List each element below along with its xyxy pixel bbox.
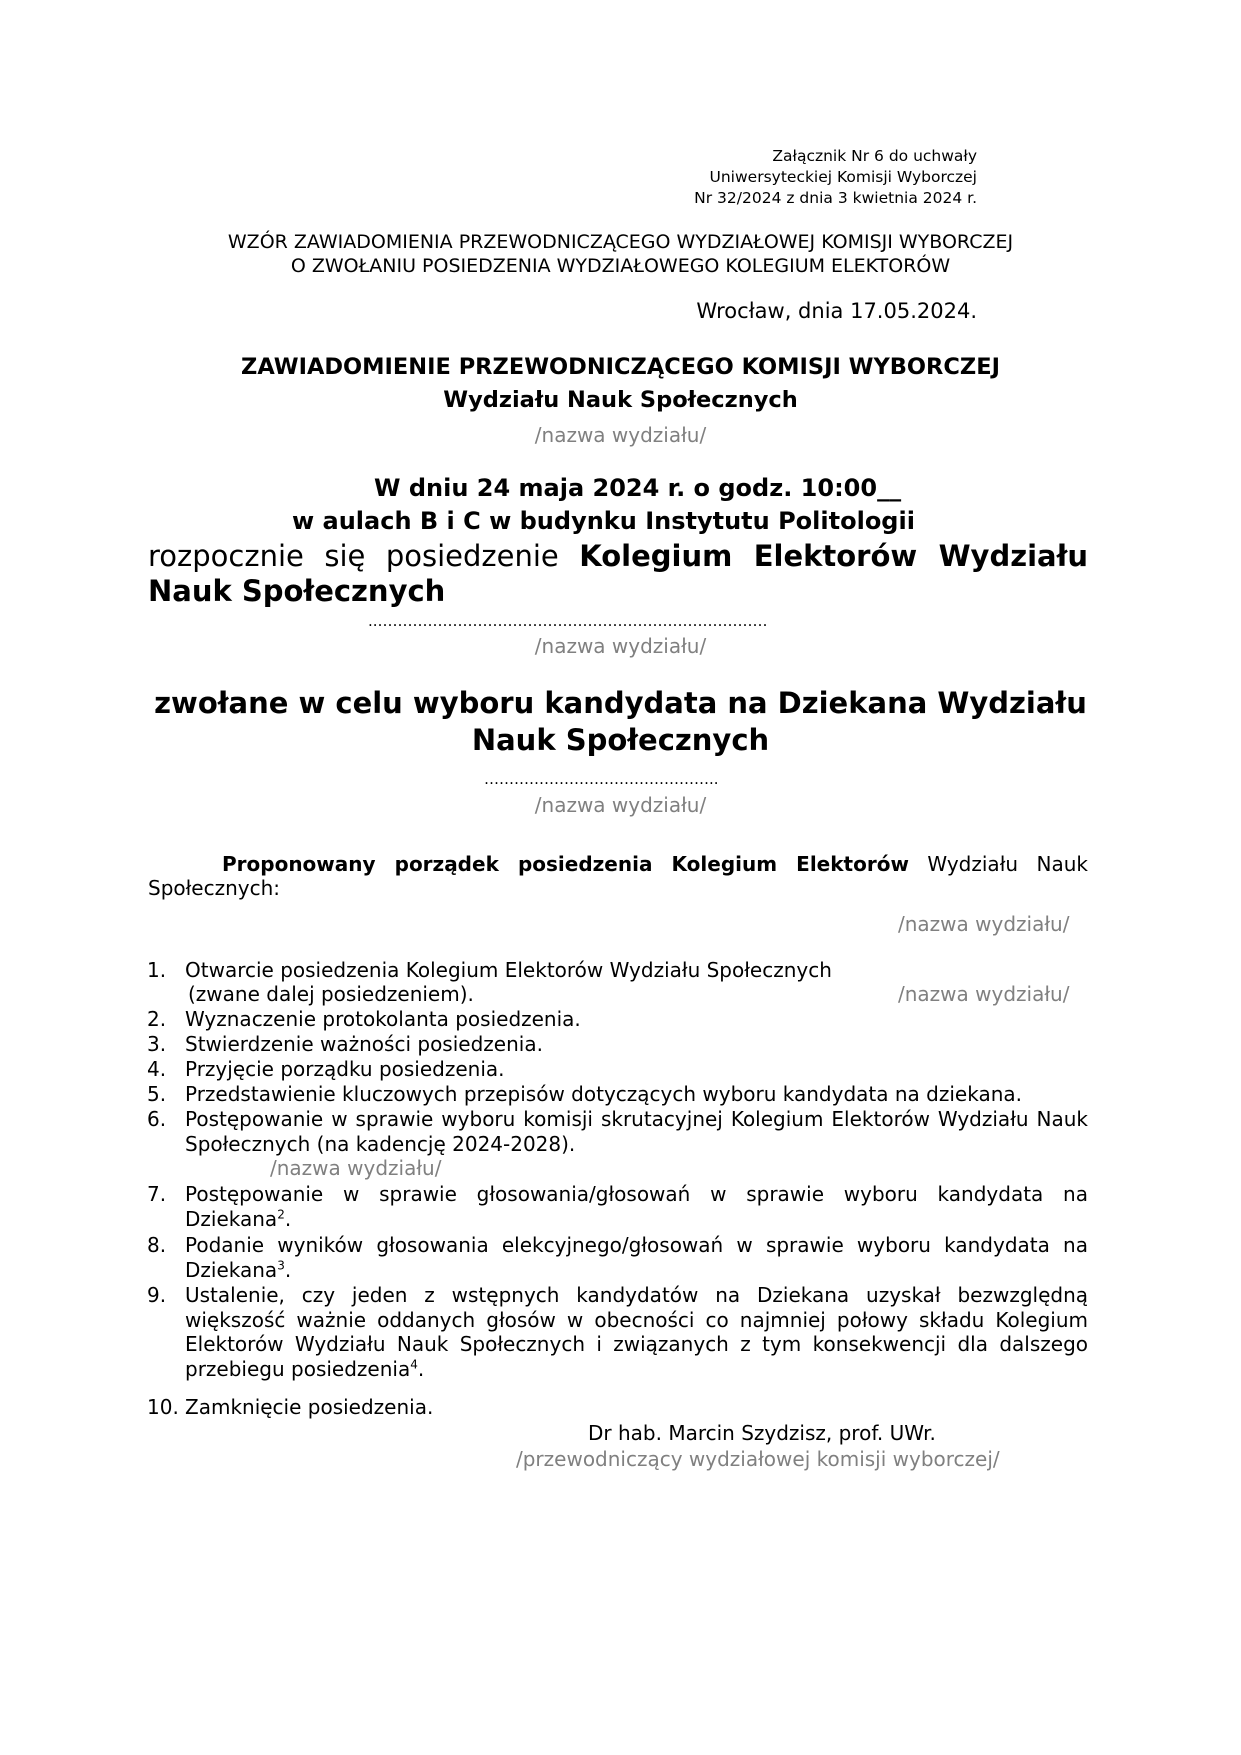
meeting-where: w aulach B i C w budynku Instytutu Politologii bbox=[292, 507, 915, 535]
agenda-item-9-body: Ustalenie, czy jeden z wstępnych kandydatów na Dziekana uzyskał bezwzględną większość ważnie oddanych głosów w obecności co najmniej połowy składu Kolegium Elektorów Wydziału Nauk Społecznych i związanych z tym konsekwencji dla dalszego przebiegu posiedzenia bbox=[185, 1283, 1088, 1381]
agenda-item-3-text: Stwierdzenie ważności posiedzenia. bbox=[185, 1032, 543, 1056]
attachment-line-3: Nr 32/2024 z dnia 3 kwietnia 2024 r. bbox=[694, 189, 977, 207]
agenda-item-2-number: 2. bbox=[147, 1007, 167, 1031]
agenda-item-7-body: Postępowanie w sprawie głosowania/głosowań w sprawie wyboru kandydata na Dziekana bbox=[185, 1182, 1088, 1231]
attachment-line-2: Uniwersyteckiej Komisji Wyborczej bbox=[709, 168, 977, 186]
agenda-item-7-end: . bbox=[284, 1206, 292, 1231]
agenda-item-3-number: 3. bbox=[147, 1032, 167, 1056]
purpose-line-1: zwołane w celu wyboru kandydata na Dziekana Wydziału bbox=[154, 686, 1087, 720]
meeting-intro-bold: Kolegium Elektorów Wydziału bbox=[579, 539, 1089, 573]
purpose-line-2: Nauk Społecznych bbox=[471, 723, 770, 757]
notice-faculty: Wydziału Nauk Społecznych bbox=[443, 387, 798, 413]
agenda-item-2-text: Wyznaczenie protokolanta posiedzenia. bbox=[185, 1007, 581, 1031]
agenda-item-6-text: Postępowanie w sprawie wyboru komisji skrutacyjnej Kolegium Elektorów Wydziału Nauk Społecznych (na kadencję 2024-2028). bbox=[185, 1107, 1088, 1156]
meeting-intro bbox=[148, 538, 1088, 574]
purpose-hint: /nazwa wydziału/ bbox=[534, 793, 707, 817]
agenda-item-4-number: 4. bbox=[147, 1057, 167, 1081]
agenda-item-8-text bbox=[185, 1233, 1088, 1282]
meeting-hint: /nazwa wydziału/ bbox=[534, 634, 707, 658]
meeting-intro-plain: rozpocznie się posiedzenie bbox=[148, 539, 559, 573]
meeting-dots: ..…………………………………………………………………… bbox=[368, 612, 768, 630]
meeting-when: W dniu 24 maja 2024 r. o godz. 10:00__ bbox=[374, 474, 902, 502]
agenda-intro-plain-2: Społecznych: bbox=[148, 876, 281, 900]
agenda-intro-plain: Wydziału Nauk bbox=[927, 852, 1088, 876]
agenda-item-9-number: 9. bbox=[147, 1283, 167, 1307]
agenda-item-7-text bbox=[185, 1182, 1088, 1231]
agenda-item-6-hint: /nazwa wydziału/ bbox=[270, 1156, 442, 1180]
agenda-intro-hint: /nazwa wydziału/ bbox=[898, 912, 1070, 936]
agenda-item-8-end: . bbox=[284, 1257, 292, 1282]
signature-role: /przewodniczący wydziałowej komisji wyborczej/ bbox=[516, 1447, 1000, 1471]
notice-faculty-hint: /nazwa wydziału/ bbox=[534, 423, 707, 447]
place-date: Wrocław, dnia 17.05.2024. bbox=[696, 299, 977, 323]
agenda-item-6-number: 6. bbox=[147, 1107, 167, 1131]
agenda-item-1-text: Otwarcie posiedzenia Kolegium Elektorów Wydziału Społecznych bbox=[185, 958, 832, 982]
agenda-item-1-number: 1. bbox=[147, 958, 167, 982]
agenda-intro-bold: Proponowany porządek posiedzenia Kolegium Elektorów bbox=[222, 852, 909, 876]
agenda-item-8-number: 8. bbox=[147, 1233, 167, 1257]
agenda-item-9-end: . bbox=[417, 1356, 425, 1381]
agenda-item-10-text: Zamknięcie posiedzenia. bbox=[185, 1395, 434, 1419]
attachment-line-1: Załącznik Nr 6 do uchwały bbox=[772, 147, 977, 165]
agenda-item-1-hint: /nazwa wydziału/ bbox=[898, 982, 1070, 1006]
agenda-item-5-text: Przedstawienie kluczowych przepisów dotyczących wyboru kandydata na dziekana. bbox=[185, 1082, 1022, 1106]
agenda-item-4-text: Przyjęcie porządku posiedzenia. bbox=[185, 1057, 505, 1081]
agenda-item-1-text-2: (zwane dalej posiedzeniem). bbox=[188, 982, 474, 1006]
agenda-item-8-body: Podanie wyników głosowania elekcyjnego/głosowań w sprawie wyboru kandydata na Dziekana bbox=[185, 1233, 1088, 1282]
footnote-ref-3: 3 bbox=[277, 1257, 285, 1272]
footnote-ref-2: 2 bbox=[277, 1206, 285, 1221]
agenda-intro bbox=[222, 852, 1088, 877]
signature-name: Dr hab. Marcin Szydzisz, prof. UWr. bbox=[588, 1421, 936, 1445]
agenda-item-7-number: 7. bbox=[147, 1182, 167, 1206]
agenda-item-9-text bbox=[185, 1283, 1088, 1381]
agenda-item-10-number: 10. bbox=[147, 1395, 179, 1419]
meeting-intro-bold-2: Nauk Społecznych bbox=[148, 574, 446, 608]
purpose-dots: ……………………………………….. bbox=[484, 770, 719, 788]
template-title-line-1: WZÓR ZAWIADOMIENIA PRZEWODNICZĄCEGO WYDZIAŁOWEJ KOMISJI WYBORCZEJ bbox=[227, 231, 1014, 253]
agenda-item-5-number: 5. bbox=[147, 1082, 167, 1106]
footnote-ref-4: 4 bbox=[410, 1356, 418, 1371]
notice-title: ZAWIADOMIENIE PRZEWODNICZĄCEGO KOMISJI WYBORCZEJ bbox=[241, 354, 1000, 380]
template-title-line-2: O ZWOŁANIU POSIEDZENIA WYDZIAŁOWEGO KOLEGIUM ELEKTORÓW bbox=[290, 255, 951, 277]
